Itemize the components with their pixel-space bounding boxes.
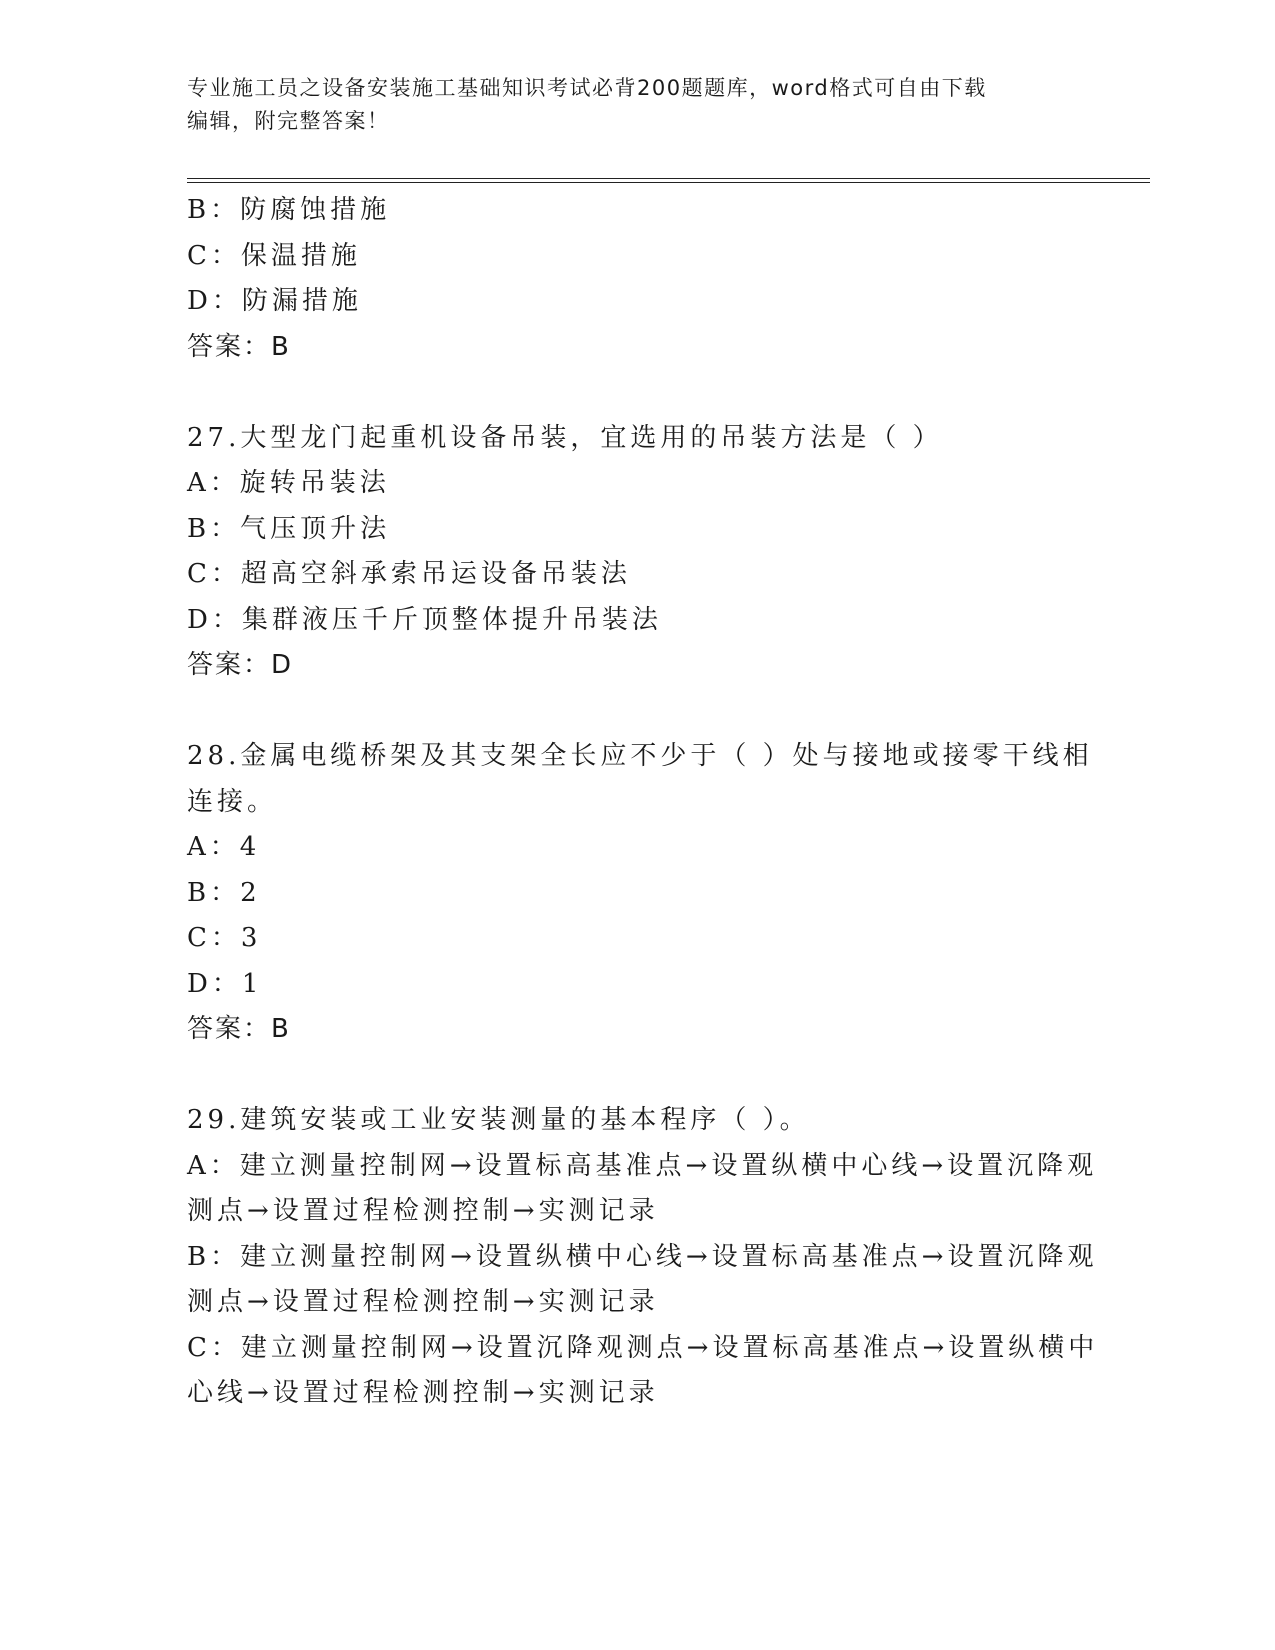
header-rule-top: [187, 178, 1150, 179]
q28-option-d: D：1: [187, 968, 263, 999]
header-rule-bottom: [187, 182, 1150, 183]
question-26: [187, 188, 1087, 370]
question-27: [187, 416, 1087, 689]
q29-option-a-line2: 测点→设置过程检测控制→实测记录: [187, 1196, 659, 1226]
q29-option-c-line2: 心线→设置过程检测控制→实测记录: [187, 1378, 659, 1408]
spacer: [187, 689, 1087, 735]
q29-option-a-line1: A：建立测量控制网→设置标高基准点→设置纵横中心线→设置沉降观: [187, 1150, 1098, 1181]
q28-answer: 答案：B: [187, 1014, 291, 1044]
q26-option-b: B：防腐蚀措施: [187, 195, 391, 225]
q27-answer: 答案：D: [187, 650, 294, 680]
q29-stem: 29.建筑安装或工业安装测量的基本程序（ ）。: [187, 1105, 810, 1135]
document-header: [187, 72, 1087, 138]
q29-option-c-line1: C：建立测量控制网→设置沉降观测点→设置标高基准点→设置纵横中: [187, 1332, 1099, 1363]
header-title-line2: 编辑，附完整答案！: [187, 109, 390, 133]
q27-option-a: A：旋转吊装法: [187, 468, 390, 498]
q27-option-b: B：气压顶升法: [187, 513, 391, 544]
q28-option-a: A：4: [187, 832, 261, 862]
q28-stem-line1: 28.金属电缆桥架及其支架全长应不少于（ ）处与接地或接零干线相: [187, 741, 1093, 771]
q29-option-b-line2: 测点→设置过程检测控制→实测记录: [187, 1287, 659, 1317]
q27-option-d: D：集群液压千斤顶整体提升吊装法: [187, 604, 662, 635]
q26-option-c: C：保温措施: [187, 240, 361, 271]
q27-option-c: C：超高空斜承索吊运设备吊装法: [187, 559, 631, 589]
q28-option-c: C：3: [187, 923, 262, 953]
q27-stem: 27.大型龙门起重机设备吊装，宜选用的吊装方法是（ ）: [187, 422, 943, 453]
q29-option-b-line1: B：建立测量控制网→设置纵横中心线→设置标高基准点→设置沉降观: [187, 1241, 1098, 1272]
q26-option-d: D：防漏措施: [187, 286, 362, 316]
spacer: [187, 370, 1087, 416]
q26-answer: 答案：B: [187, 331, 291, 362]
question-28: [187, 734, 1093, 1053]
q28-stem-line2: 连接。: [187, 786, 278, 817]
spacer: [187, 1053, 1087, 1099]
q28-option-b: B：2: [187, 877, 261, 908]
header-title-line1: 专业施工员之设备安装施工基础知识考试必背200题题库，word格式可自由下载: [187, 76, 987, 100]
question-content: [187, 188, 1099, 1417]
question-29: [187, 1098, 1099, 1417]
